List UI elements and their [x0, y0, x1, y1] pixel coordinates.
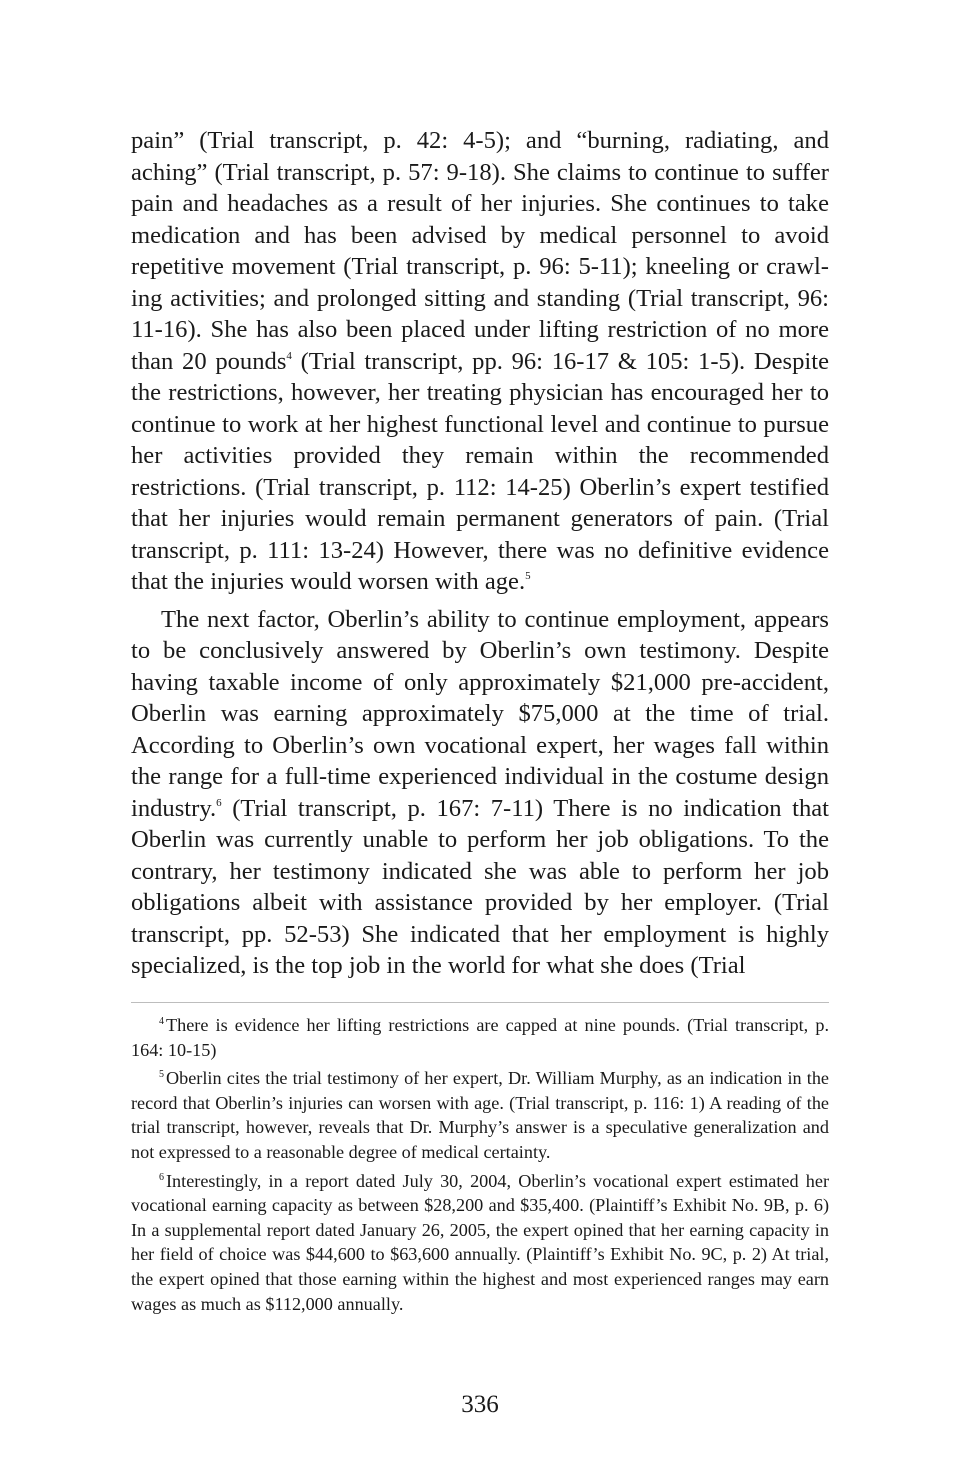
- footnote-5: [131, 1066, 829, 1164]
- footnote-text-4: There is evidence her lifting restrictions are capped at nine pounds. (Trial transcript, p. 164: 10-15): [131, 1015, 829, 1060]
- footnote-mark-6: 6: [159, 1171, 164, 1183]
- paragraph-1-text-b: (Trial transcript, pp. 96: 16-17 & 105: 1-5). Despite the restrictions, however, her treating physician has encouraged her to continue to work at her highest functional level and continue to pursue her activities provided they remain within the recommended restrictions. (Trial transcript, p. 112: 14-25) Oberlin’s expert testified that her injuries would remain permanent generators of pain. (Trial transcript, p. 111: 13-24) However, there was no definitive evidence that the injuries would worsen with age.: [131, 347, 829, 595]
- main-text: [131, 125, 829, 982]
- footnote-mark-4: 4: [159, 1016, 164, 1027]
- footnote-divider: [131, 1002, 829, 1003]
- paragraph-2: [131, 604, 829, 982]
- paragraph-2-text-a: The next factor, Oberlin’s ability to continue employment, appears to be conclusively answered by Oberlin’s own testimony. Despite having taxable income of only approximately $21,000 pre-accident, Oberlin was earning approximately $75,000 at the time of trial. According to Oberlin’s own vocational expert, her wages fall within the range for a full-time experienced individual in the costume design industry.: [131, 605, 829, 822]
- page-number: 336: [461, 1391, 499, 1418]
- paragraph-2-text-b: (Trial transcript, p. 167: 7-11) There is no indication that Oberlin was currently unable to perform her job obligations. To the contrary, her testimony indicated she was able to perform her job obligations albeit with assistance provided by her employer. (Trial transcript, pp. 52-53) She indicated that her employment is highly specialized, is the top job in the world for what she does (Trial: [131, 794, 829, 979]
- footnote-mark-5: 5: [159, 1069, 164, 1081]
- footnote-text-6: Interestingly, in a report dated July 30, 2004, Oberlin’s vocational expert estimated her vocational earning capacity as between $28,200 and $35,400. (Plaintiff’s Exhibit No. 9B, p. 6) In a supplemental report dated January 26, 2005, the expert opined that her earning capacity in her field of choice was $44,600 to $63,600 annually. (Plaintiff’s Exhibit No. 9C, p. 2) At trial, the expert opined that those earning within the highest and most experienced ranges may earn wages as much as $112,000 annually.: [131, 1170, 829, 1314]
- paragraph-1-text-a: pain” (Trial transcript, p. 42: 4-5); and “burning, radiating, and aching” (Trial transcript, p. 57: 9-18). She claims to continue to suffer pain and headaches as a result of her injuries. She continues to take medication and has been advised by medical personnel to avoid repetitive movement (Trial transcript, p. 96: 5-11); kneeling or crawling activities; and prolonged sitting and standing (Trial transcript, 96: 11-16). She has also been placed under lifting restriction of no more than 20 pounds: [131, 127, 829, 375]
- footnote-text-5: Oberlin cites the trial testimony of her expert, Dr. William Murphy, as an indication in the record that Oberlin’s injuries can worsen with age. (Trial transcript, p. 116: 1) A reading of the trial transcript, however, reveals that Dr. Murphy’s answer is a speculative generalization and not expressed to a reasonable degree of medical certainty.: [131, 1068, 829, 1162]
- footnote-ref-5[interactable]: 5: [525, 570, 531, 582]
- footnote-6: [131, 1169, 829, 1317]
- footnote-ref-6[interactable]: 6: [216, 796, 222, 809]
- paragraph-1: [131, 125, 829, 598]
- footnotes: [131, 1013, 829, 1320]
- footnote-ref-4[interactable]: 4: [286, 349, 292, 362]
- footnote-4: [131, 1013, 829, 1062]
